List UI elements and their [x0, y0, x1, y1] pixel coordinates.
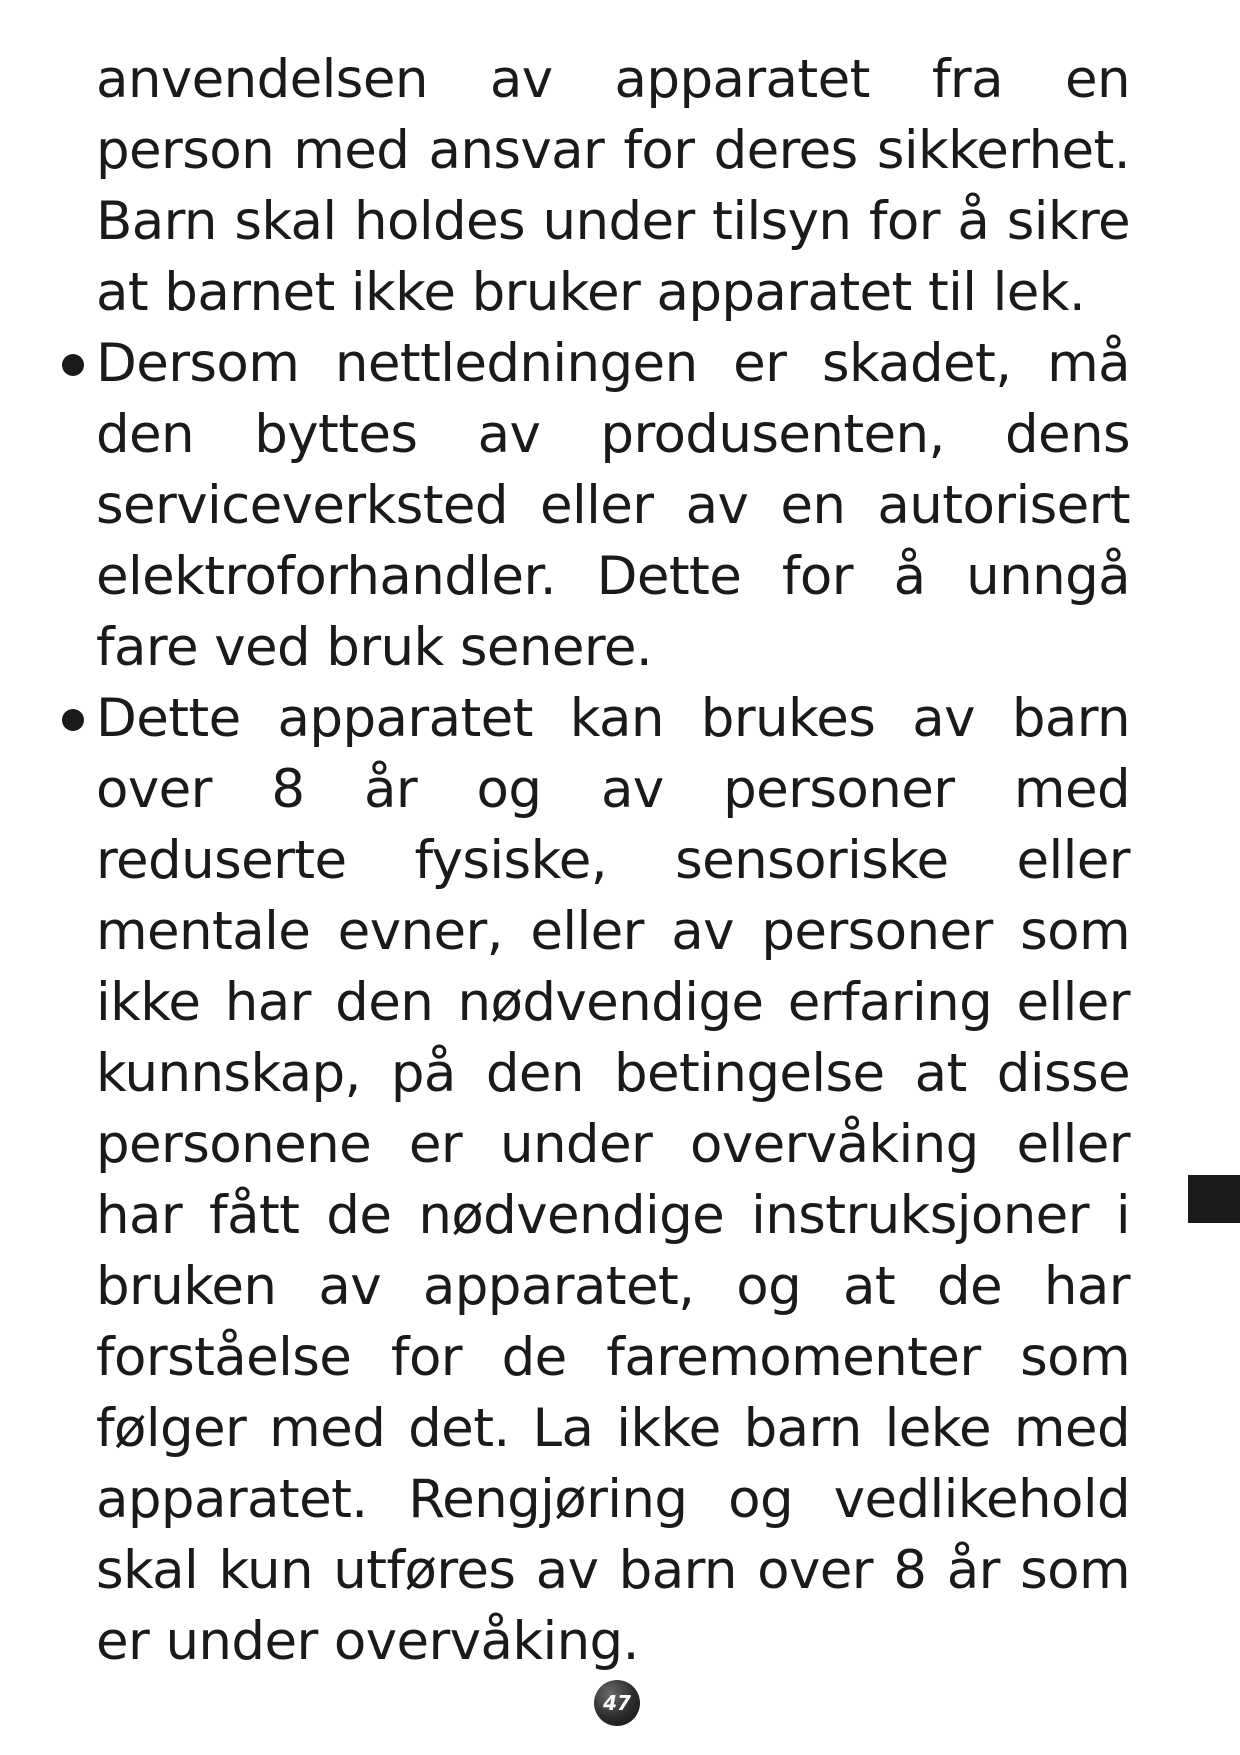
bullet-item-children-usage — [96, 683, 1130, 1677]
intro-paragraph: anvendelsen av apparatet fra en person med ansvar for deres sikkerhet. Barn skal holdes under tilsyn for å sikre at barnet ikke bruker apparatet til lek. — [96, 49, 1130, 323]
section-tab-marker — [1188, 1175, 1240, 1223]
bullet-item-power-cord — [96, 328, 1130, 683]
page-number-badge: 47 — [594, 1680, 640, 1726]
bullet-icon — [62, 709, 84, 731]
bullet-icon — [62, 354, 84, 376]
bullet-text: Dette apparatet kan brukes av barn over 8 år og av personer med reduserte fysiske, sensoriske eller mentale evner, eller av personer som ikke har den nødvendige erfaring eller kunnskap, på den betingelse at disse personene er under overvåking eller har fått de nødvendige instruksjoner i bruken av apparatet, og at de har forståelse for de faremomenter som følger med det. La ikke barn leke med apparatet. Rengjøring og vedlikehold skal kun utføres av barn over 8 år som er under overvåking. — [96, 688, 1130, 1672]
page-body — [96, 44, 1130, 1677]
bullet-text: Dersom nettledningen er skadet, må den byttes av produsenten, dens serviceverksted eller av en autorisert elektroforhandler. Dette for å unngå fare ved bruk senere. — [96, 333, 1130, 678]
